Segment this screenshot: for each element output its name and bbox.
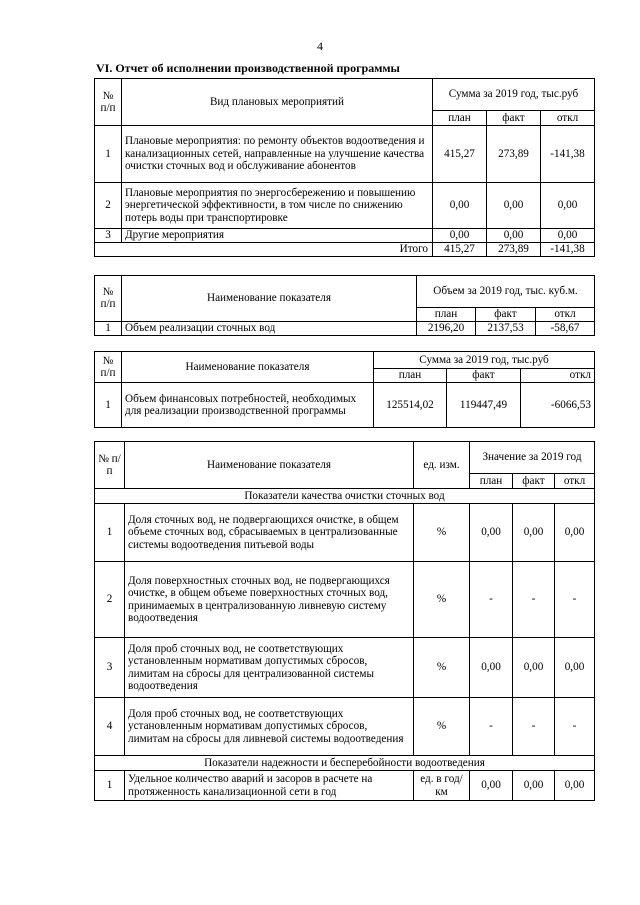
row-dev: 0,00 [541, 229, 595, 243]
section-title: VI. Отчет об исполнении производственной программы [96, 61, 400, 75]
row-name: Плановые мероприятия по энергосбережению и повышению энергетической эффективности, в том числе по снижению потерь воды при транспортировке [122, 183, 433, 229]
row-name: Удельное количество аварий и засоров в расчете на протяженность канализационной сети в год [125, 771, 414, 801]
total-fact: 273,89 [487, 243, 541, 257]
financial-needs-table [94, 351, 595, 428]
row-name: Объем реализации сточных вод [122, 321, 417, 335]
sub-dev-header: откл [541, 111, 595, 126]
sub-dev-header: откл [555, 474, 595, 489]
page-number: 4 [317, 39, 323, 53]
row-plan: - [470, 562, 513, 638]
row-fact: 2137,53 [476, 321, 536, 335]
row-dev: - [555, 562, 595, 638]
row-plan: 0,00 [470, 771, 513, 801]
table-row [95, 126, 595, 183]
sub-dev-header: откл [521, 369, 595, 383]
col-num-header: № п/п [95, 352, 122, 383]
sub-plan-header: план [417, 308, 476, 322]
table-row [95, 771, 595, 801]
row-dev: 0,00 [555, 504, 595, 562]
row-fact: 0,00 [487, 183, 541, 229]
col-value-header: Значение за 2019 год [470, 442, 595, 474]
row-num: 1 [95, 771, 125, 801]
row-name: Доля проб сточных вод, не соответствующих установленным нормативам допустимых сбросов, лимитам на сбросы для ливневой системы водоотведения [125, 698, 414, 756]
sub-fact-header: факт [487, 111, 541, 126]
row-fact: 119447,49 [447, 383, 521, 428]
row-fact: 273,89 [487, 126, 541, 183]
sewage-volume-table [94, 275, 595, 336]
sub-fact-header: факт [513, 474, 555, 489]
row-unit: % [414, 698, 470, 756]
col-unit-header: ед. изм. [414, 442, 470, 489]
col-sum-header: Сумма за 2019 год, тыс.руб [433, 79, 595, 111]
row-name: Доля сточных вод, не подвергающихся очистке, в общем объеме сточных вод, сбрасываемых в централизованные системы водоотведения питьевой воды [125, 504, 414, 562]
row-dev: -6066,53 [521, 383, 595, 428]
row-num: 1 [95, 321, 122, 335]
sub-plan-header: план [374, 369, 447, 383]
col-name-header: Наименование показателя [122, 352, 374, 383]
row-plan: 0,00 [433, 229, 487, 243]
col-num-header: № п/п [95, 442, 125, 489]
table-row [95, 638, 595, 698]
col-num-header: № п/п [95, 276, 122, 322]
col-name-header: Наименование показателя [122, 276, 417, 322]
row-num: 1 [95, 126, 122, 183]
section-header-quality: Показатели качества очистки сточных вод [95, 489, 595, 504]
row-plan: 0,00 [470, 638, 513, 698]
sub-dev-header: откл [536, 308, 595, 322]
row-fact: 0,00 [487, 229, 541, 243]
col-num-header: № п/п [95, 79, 122, 126]
row-num: 2 [95, 183, 122, 229]
row-name: Доля проб сточных вод, не соответствующих установленным нормативам допустимых сбросов, лимитам на сбросы для централизованной системы водоотведения [125, 638, 414, 698]
row-plan: 2196,20 [417, 321, 476, 335]
row-unit: ед. в год/ км [414, 771, 470, 801]
row-dev: 0,00 [555, 771, 595, 801]
row-name: Объем финансовых потребностей, необходимых для реализации производственной программы [122, 383, 374, 428]
indicators-table [94, 441, 595, 801]
row-plan: 0,00 [433, 183, 487, 229]
total-dev: -141,38 [541, 243, 595, 257]
sub-fact-header: факт [476, 308, 536, 322]
row-num: 1 [95, 383, 122, 428]
row-dev: 0,00 [555, 638, 595, 698]
row-name: Другие мероприятия [122, 229, 433, 243]
table-row [95, 504, 595, 562]
sub-fact-header: факт [447, 369, 521, 383]
table-row [95, 383, 595, 428]
total-row [95, 243, 595, 257]
sub-plan-header: план [433, 111, 487, 126]
row-unit: % [414, 562, 470, 638]
row-num: 2 [95, 562, 125, 638]
row-fact: 0,00 [513, 771, 555, 801]
row-fact: - [513, 698, 555, 756]
total-plan: 415,27 [433, 243, 487, 257]
row-num: 4 [95, 698, 125, 756]
total-label: Итого [122, 243, 433, 257]
row-name: Доля поверхностных сточных вод, не подвергающихся очистке, в общем объеме поверхностных сточных вод, принимаемых в централизованную ливневую систему водоотведения [125, 562, 414, 638]
table-row [95, 183, 595, 229]
row-dev: -141,38 [541, 126, 595, 183]
table-row [95, 562, 595, 638]
row-plan: 0,00 [470, 504, 513, 562]
table-row [95, 321, 595, 335]
row-dev: -58,67 [536, 321, 595, 335]
row-fact: 0,00 [513, 638, 555, 698]
table-row [95, 229, 595, 243]
row-plan: 415,27 [433, 126, 487, 183]
row-dev: - [555, 698, 595, 756]
row-num: 1 [95, 504, 125, 562]
row-unit: % [414, 504, 470, 562]
col-name-header: Наименование показателя [125, 442, 414, 489]
row-name: Плановые мероприятия: по ремонту объектов водоотведения и канализационных сетей, направленные на улучшение качества очистки сточных вод и обслуживание абонентов [122, 126, 433, 183]
row-dev: 0,00 [541, 183, 595, 229]
row-unit: % [414, 638, 470, 698]
program-measures-table [94, 78, 595, 257]
row-plan: - [470, 698, 513, 756]
col-sum-header: Сумма за 2019 год, тыс.руб [374, 352, 595, 369]
sub-plan-header: план [470, 474, 513, 489]
table-row [95, 698, 595, 756]
row-fact: - [513, 562, 555, 638]
col-name-header: Вид плановых мероприятий [122, 79, 433, 126]
row-plan: 125514,02 [374, 383, 447, 428]
section-header-reliability: Показатели надежности и бесперебойности водоотведения [95, 756, 595, 771]
row-num: 3 [95, 229, 122, 243]
row-fact: 0,00 [513, 504, 555, 562]
col-volume-header: Объем за 2019 год, тыс. куб.м. [417, 276, 595, 308]
row-num: 3 [95, 638, 125, 698]
